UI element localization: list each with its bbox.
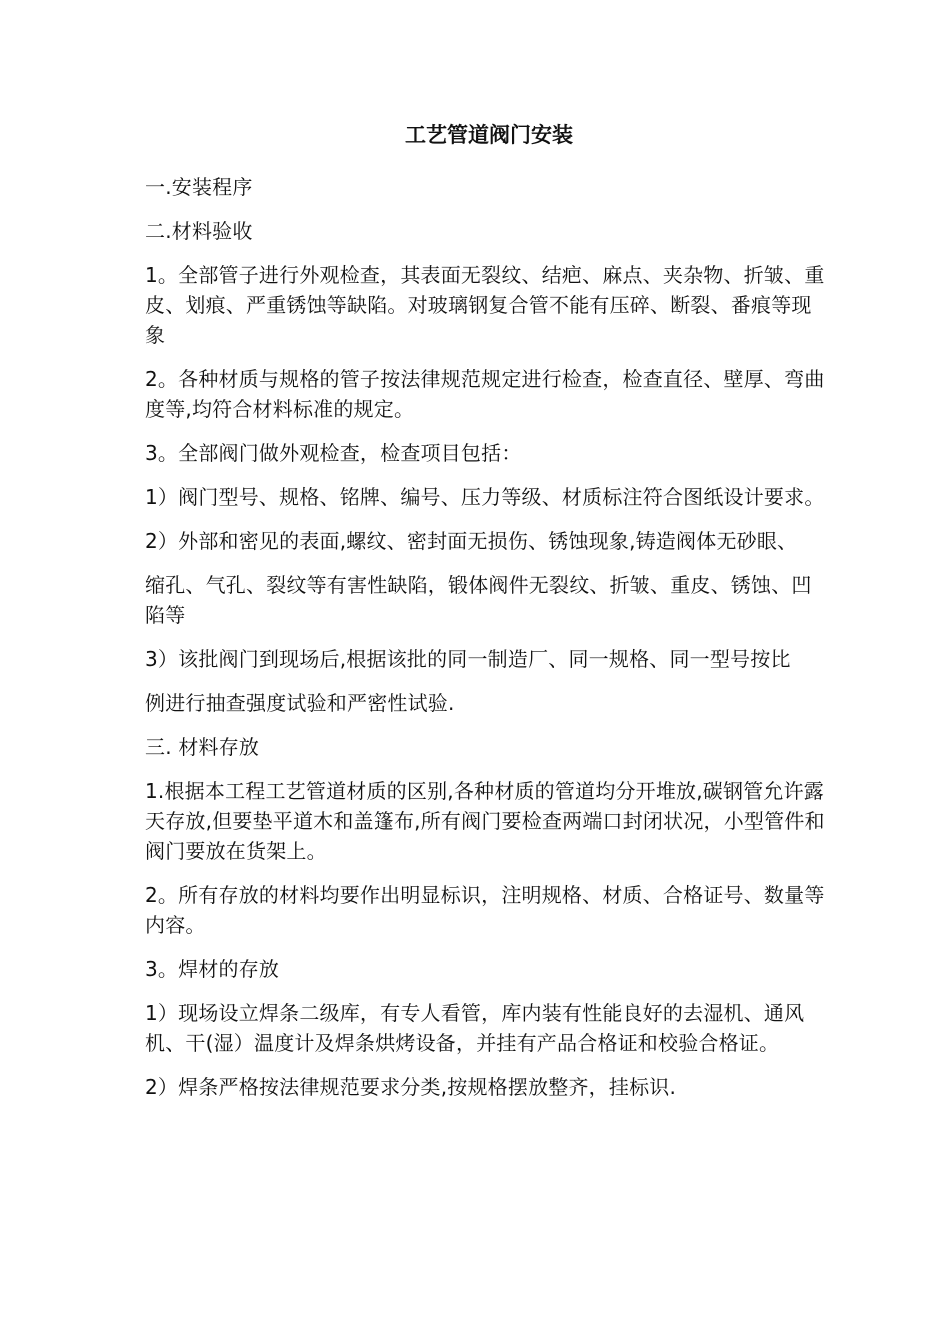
list-item-valve-surface: 2）外部和密见的表面,螺纹、密封面无损伤、锈蚀现象,铸造阀体无砂眼、: [145, 529, 798, 553]
heading-installation-procedure: 一.安装程序: [145, 175, 253, 199]
paragraph-valve-defects: 缩孔、气孔、裂纹等有害性缺陷，锻体阀件无裂纹、折皱、重皮、锈蚀、凹陷等: [145, 573, 812, 627]
document-title: 工艺管道阀门安装: [405, 123, 573, 147]
heading-welding-material-storage: 3。焊材的存放: [145, 957, 280, 981]
list-item-electrode-warehouse: 1）现场设立焊条二级库，有专人看管，库内装有性能良好的去湿机、通风机、干(湿）温度计及焊条烘烤设备，并挂有产品合格证和校验合格证。: [145, 1001, 805, 1055]
paragraph-valve-inspection: 3。全部阀门做外观检查，检查项目包括：: [145, 441, 522, 465]
paragraph-pipe-specification-check: 2。各种材质与规格的管子按法律规范规定进行检查，检查直径、壁厚、弯曲度等,均符合材料标准的规定。: [145, 367, 825, 421]
paragraph-pipe-storage: 1.根据本工程工艺管道材质的区别,各种材质的管道均分开堆放,碳钢管允许露天存放,但要垫平道木和盖篷布,所有阀门要检查两端口封闭状况，小型管件和阀门要放在货架上。: [145, 779, 825, 863]
heading-material-acceptance: 二.材料验收: [145, 219, 253, 243]
list-item-electrode-classification: 2）焊条严格按法律规范要求分类,按规格摆放整齐，挂标识.: [145, 1075, 677, 1099]
heading-material-storage: 三. 材料存放: [145, 735, 260, 759]
paragraph-valve-testing: 例进行抽查强度试验和严密性试验.: [145, 691, 455, 715]
list-item-valve-sampling: 3）该批阀门到现场后,根据该批的同一制造厂、同一规格、同一型号按比: [145, 647, 791, 671]
document-body: [145, 120, 827, 1116]
paragraph-material-labeling: 2。所有存放的材料均要作出明显标识，注明规格、材质、合格证号、数量等内容。: [145, 883, 825, 937]
paragraph-pipe-inspection: 1。全部管子进行外观检查，其表面无裂纹、结疤、麻点、夹杂物、折皱、重皮、划痕、严重锈蚀等缺陷。对玻璃钢复合管不能有压碎、断裂、番痕等现象: [145, 263, 825, 347]
list-item-valve-model: 1）阀门型号、规格、铭牌、编号、压力等级、材质标注符合图纸设计要求。: [145, 485, 825, 509]
